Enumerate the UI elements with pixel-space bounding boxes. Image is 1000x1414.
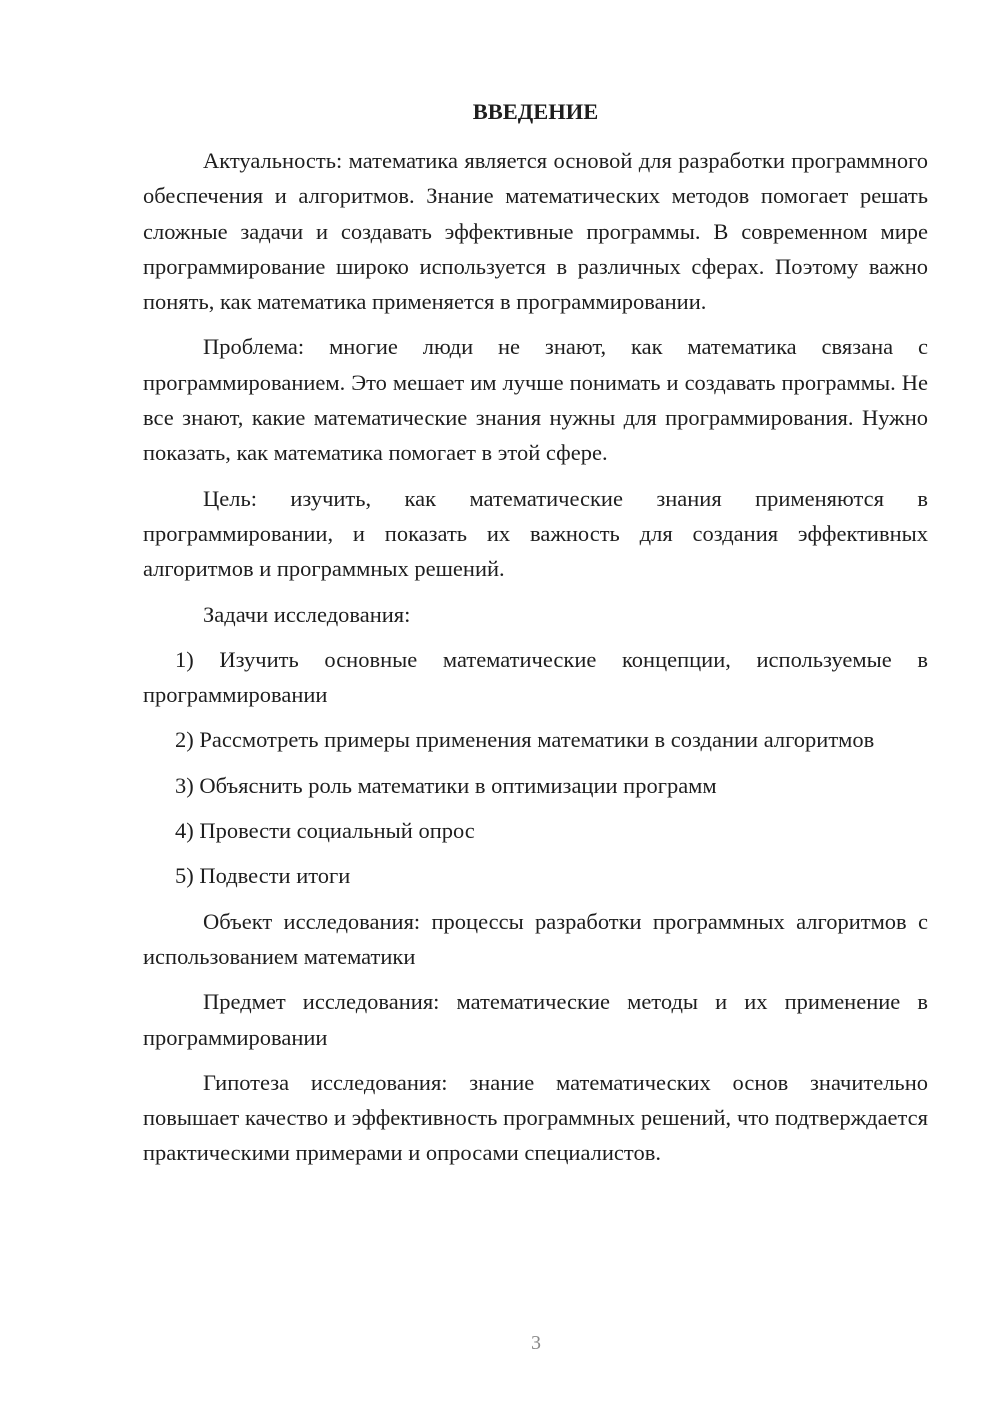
paragraph-relevance: Актуальность: математика является основой для разработки программного обеспечения и алгоритмов. Знание математических методов помогает решать сложные задачи и создавать эффективные программы. В современном мире программирование широко используется в различных сферах. Поэтому важно понять, как математика применяется в программировании. — [143, 148, 928, 315]
task-item-3: 3) Объяснить роль математики в оптимизации программ — [175, 772, 717, 798]
task-item-5: 5) Подвести итоги — [175, 863, 351, 889]
task-item-1: 1) Изучить основные математические концепции, используемые в программировании — [143, 646, 928, 708]
paragraph-object: Объект исследования: процессы разработки программных алгоритмов с использованием математики — [143, 908, 928, 969]
paragraph-hypothesis: Гипотеза исследования: знание математических основ значительно повышает качество и эффективность программных решений, что подтверждается практическими примерами и опросами специалистов. — [143, 1069, 928, 1166]
tasks-heading: Задачи исследования: — [203, 601, 411, 627]
page-content — [143, 94, 928, 1181]
task-item-4: 4) Провести социальный опрос — [175, 818, 475, 844]
paragraph-subject: Предмет исследования: математические методы и их применение в программировании — [143, 989, 928, 1050]
page-title: ВВЕДЕНИЕ — [472, 99, 599, 124]
page-number: 3 — [531, 1332, 541, 1354]
paragraph-goal: Цель: изучить, как математические знания применяются в программировании, и показать их важность для создания эффективных алгоритмов и программных решений. — [143, 485, 928, 582]
task-item-2: 2) Рассмотреть примеры применения математики в создании алгоритмов — [175, 727, 875, 753]
paragraph-problem: Проблема: многие люди не знают, как математика связана с программированием. Это мешает им лучше понимать и создавать программы. Не все знают, какие математические знания нужны для программирования. Нужно показать, как математика помогает в этой сфере. — [143, 334, 928, 466]
